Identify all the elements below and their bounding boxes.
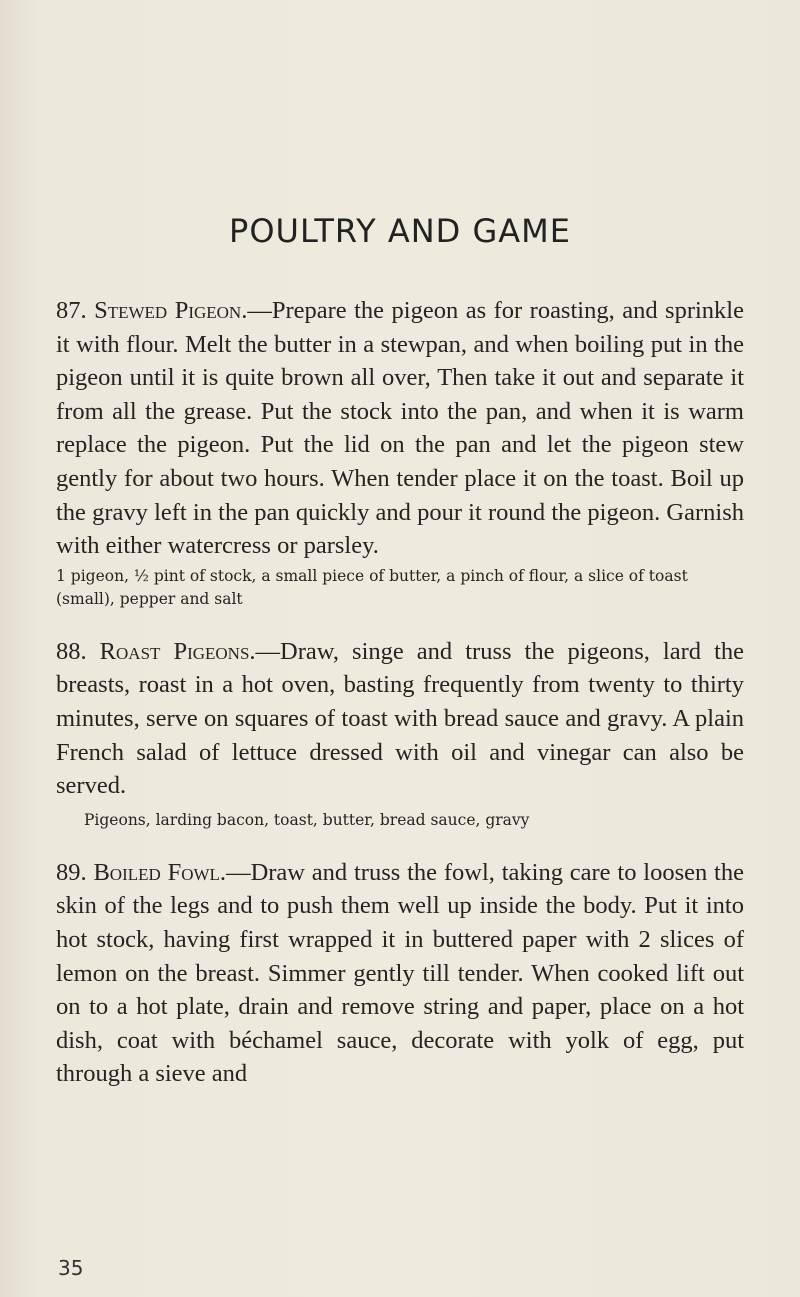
recipe-paragraph xyxy=(56,635,744,803)
recipe-text: —Draw, singe and truss the pigeons, lard the breasts, roast in a hot oven, basting frequently from twenty to thirty minutes, serve on squares of toast with bread sauce and gravy. A plain French salad of lettuce dressed with oil and vinegar can also be served. xyxy=(56,637,744,800)
recipe-paragraph xyxy=(56,856,744,1091)
recipe-number: 89. xyxy=(56,858,87,886)
recipe-89 xyxy=(56,856,744,1091)
recipe-paragraph xyxy=(56,294,744,563)
section-heading: POULTRY AND GAME xyxy=(229,212,571,250)
recipe-text: —Prepare the pigeon as for roasting, and sprinkle it with flour. Melt the butter in a stewpan, and when boiling put in the pigeon until it is quite brown all over, Then take it out and separate it from all the grease. Put the stock into the pan, and when it is warm replace the pigeon. Put the lid on the pan and let the pigeon stew gently for about two hours. When tender place it on the toast. Boil up the gravy left in the pan quickly and pour it round the pigeon. Garnish with either watercress or parsley. xyxy=(56,297,744,560)
recipe-title: Stewed Pigeon. xyxy=(94,297,248,324)
recipe-88 xyxy=(56,635,744,832)
page-content xyxy=(56,294,744,1091)
recipe-ingredients: 1 pigeon, ½ pint of stock, a small piece of butter, a pinch of flour, a slice of toast (small), pepper and salt xyxy=(56,566,688,608)
recipe-ingredients: Pigeons, larding bacon, toast, butter, bread sauce, gravy xyxy=(84,810,530,829)
page-number: 35 xyxy=(58,1256,84,1280)
recipe-87 xyxy=(56,294,744,611)
recipe-number: 88. xyxy=(56,637,87,665)
recipe-number: 87. xyxy=(56,297,87,324)
recipe-text: —Draw and truss the fowl, taking care to loosen the skin of the legs and to push them well up inside the body. Put it into hot stock, having first wrapped it in buttered paper with 2 slices of lemon on the breast. Simmer gently till tender. When cooked lift out on to a hot plate, drain and remove string and paper, place on a hot dish, coat with béchamel sauce, decorate with yolk of egg, put through a sieve and xyxy=(56,858,744,1088)
recipe-title: Boiled Fowl. xyxy=(93,858,227,886)
recipe-title: Roast Pigeons. xyxy=(99,637,256,665)
